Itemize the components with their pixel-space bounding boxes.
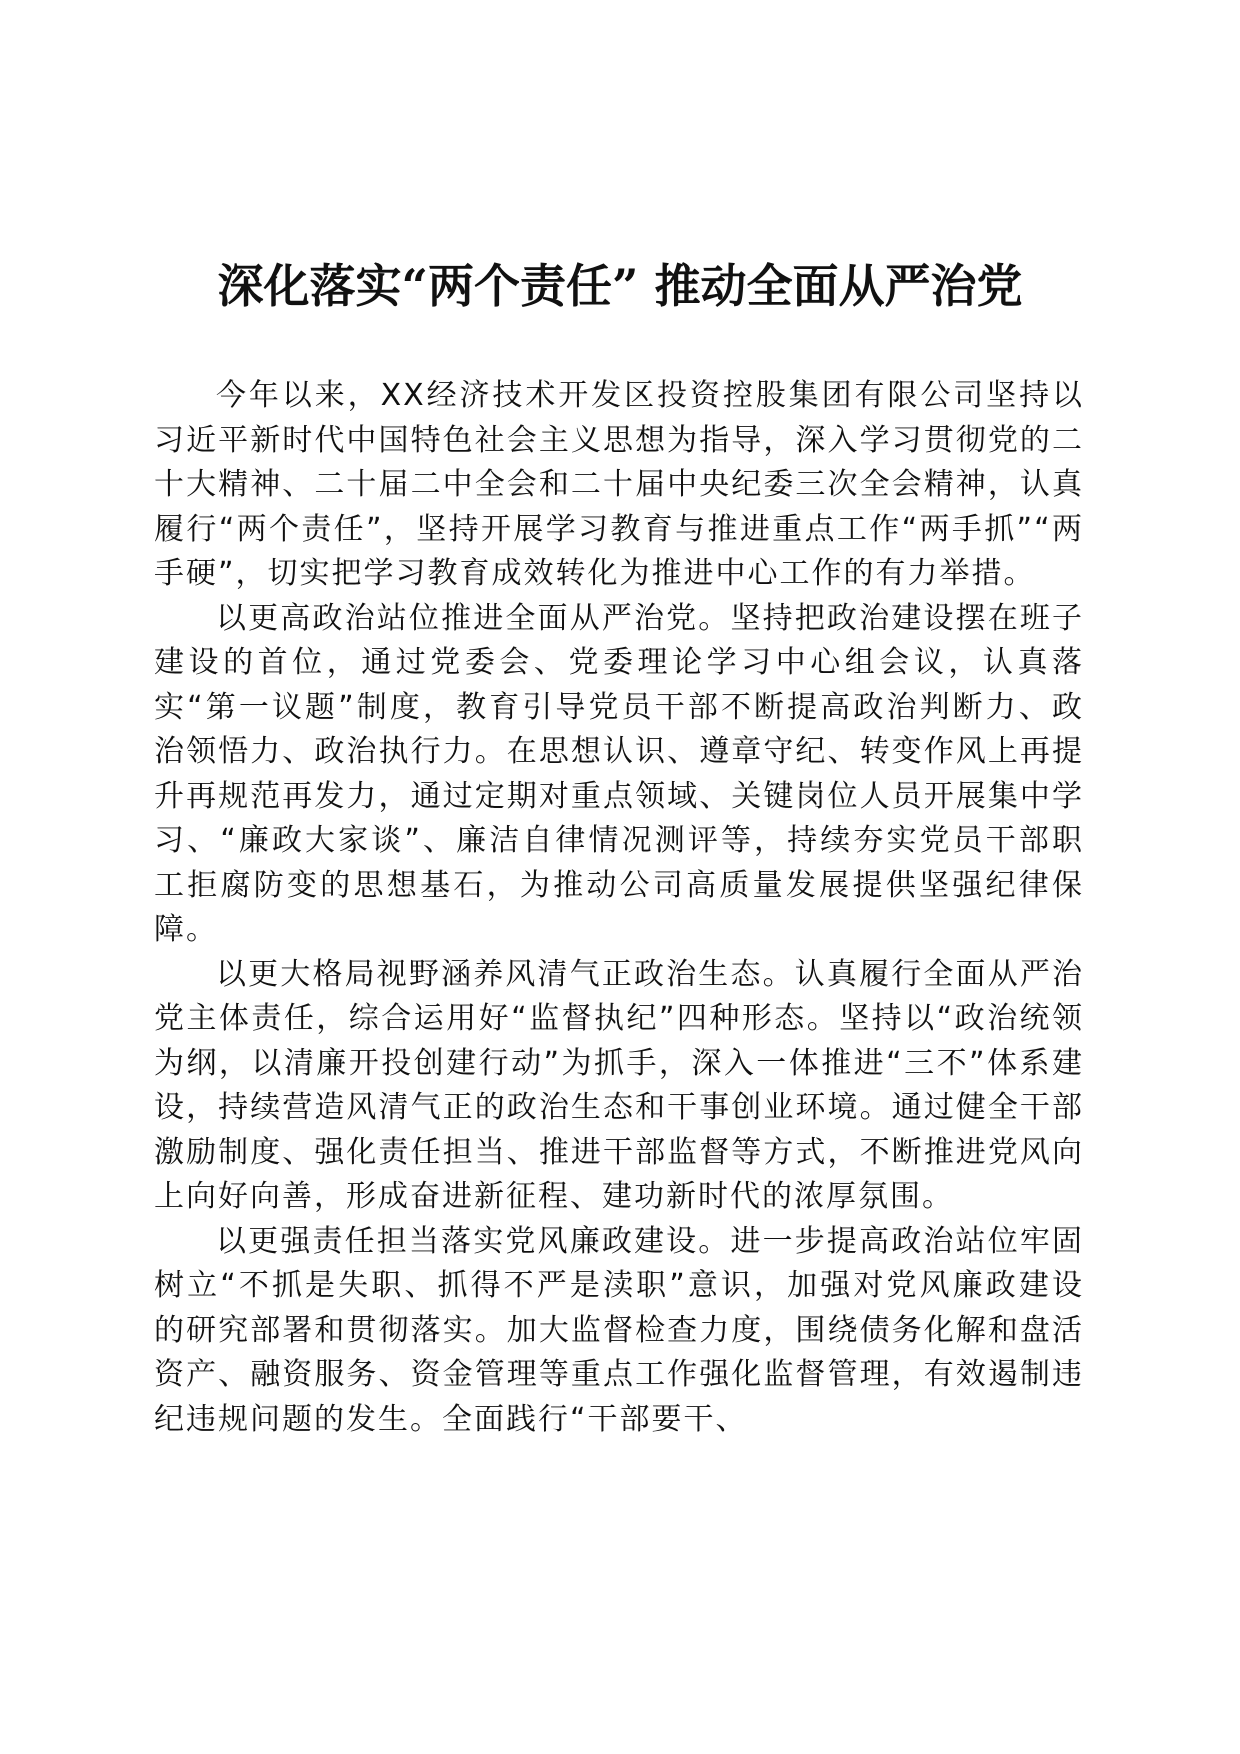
- paragraph-political-stance: 以更高政治站位推进全面从严治党。坚持把政治建设摆在班子建设的首位，通过党委会、党委理论学习中心组会议，认真落实“第一议题”制度，教育引导党员干部不断提高政治判断力、政治领悟力、政治执行力。在思想认识、遵章守纪、转变作风上再提升再规范再发力，通过定期对重点领域、关键岗位人员开展集中学习、“廉政大家谈”、廉洁自律情况测评等，持续夯实党员干部职工拒腐防变的思想基石，为推动公司高质量发展提供坚强纪律保障。: [154, 600, 1084, 947]
- paragraph-political-ecology: 以更大格局视野涵养风清气正政治生态。认真履行全面从严治党主体责任，综合运用好“监督执纪”四种形态。坚持以“政治统领为纲，以清廉开投创建行动”为抓手，深入一体推进“三不”体系建设，持续营造风清气正的政治生态和干事创业环境。通过健全干部激励制度、强化责任担当、推进干部监督等方式，不断推进党风向上向好向善，形成奋进新征程、建功新时代的浓厚氛围。: [154, 956, 1084, 1214]
- paragraph-intro: 今年以来，XX经济技术开发区投资控股集团有限公司坚持以习近平新时代中国特色社会主义思想为指导，深入学习贯彻党的二十大精神、二十届二中全会和二十届中央纪委三次全会精神，认真履行“两个责任”，坚持开展学习教育与推进重点工作“两手抓”“两手硬”，切实把学习教育成效转化为推进中心工作的有力举措。: [154, 378, 1084, 591]
- paragraph-responsibility: 以更强责任担当落实党风廉政建设。进一步提高政治站位牢固树立“不抓是失职、抓得不严是渎职”意识，加强对党风廉政建设的研究部署和贯彻落实。加大监督检查力度，围绕债务化解和盘活资产、融资服务、资金管理等重点工作强化监督管理，有效遏制违纪违规问题的发生。全面践行“干部要干、: [154, 1223, 1084, 1437]
- document-title: 深化落实“两个责任” 推动全面从严治党: [217, 259, 1023, 313]
- document-body: [154, 374, 1084, 1442]
